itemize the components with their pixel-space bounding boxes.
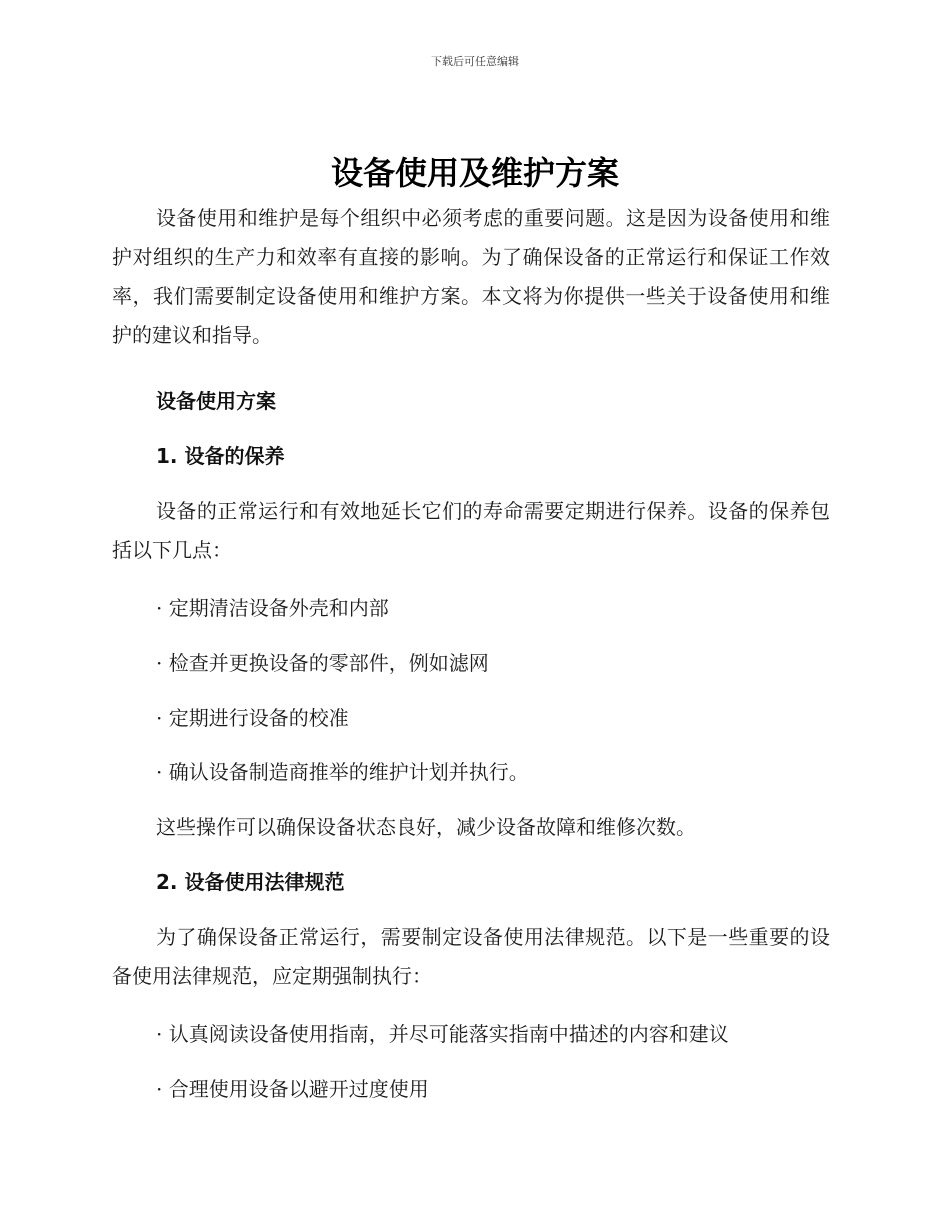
intro-paragraph: 设备使用和维护是每个组织中必须考虑的重要问题。这是因为设备使用和维护对组织的生产力和效率有直接的影响。为了确保设备的正常运行和保证工作效率，我们需要制定设备使用和维护方案。本文将为你提供一些关于设备使用和维护的建议和指导。 bbox=[112, 206, 830, 347]
maintenance-bullet-1: · 定期清洁设备外壳和内部 bbox=[156, 596, 389, 620]
maintenance-paragraph: 设备的正常运行和有效地延长它们的寿命需要定期进行保养。设备的保养包括以下几点： bbox=[112, 499, 830, 562]
section-heading-maintenance: 1. 设备的保养 bbox=[156, 444, 285, 468]
maintenance-bullet-4: · 确认设备制造商推举的维护计划并执行。 bbox=[156, 760, 529, 784]
maintenance-bullet-3: · 定期进行设备的校准 bbox=[156, 706, 349, 730]
maintenance-bullet-2: · 检查并更换设备的零部件，例如滤网 bbox=[156, 651, 489, 675]
section-heading-regulations: 2. 设备使用法律规范 bbox=[156, 870, 345, 894]
regulations-bullet-1: · 认真阅读设备使用指南，并尽可能落实指南中描述的内容和建议 bbox=[156, 1022, 729, 1046]
regulations-paragraph: 为了确保设备正常运行，需要制定设备使用法律规范。以下是一些重要的设备使用法律规范，应定期强制执行： bbox=[112, 925, 830, 988]
maintenance-conclusion: 这些操作可以确保设备状态良好，减少设备故障和维修次数。 bbox=[156, 815, 696, 839]
section-heading-usage: 设备使用方案 bbox=[156, 389, 276, 413]
page-header-note: 下载后可任意编辑 bbox=[431, 55, 519, 68]
regulations-bullet-2: · 合理使用设备以避开过度使用 bbox=[156, 1077, 429, 1101]
document-title: 设备使用及维护方案 bbox=[330, 154, 619, 192]
